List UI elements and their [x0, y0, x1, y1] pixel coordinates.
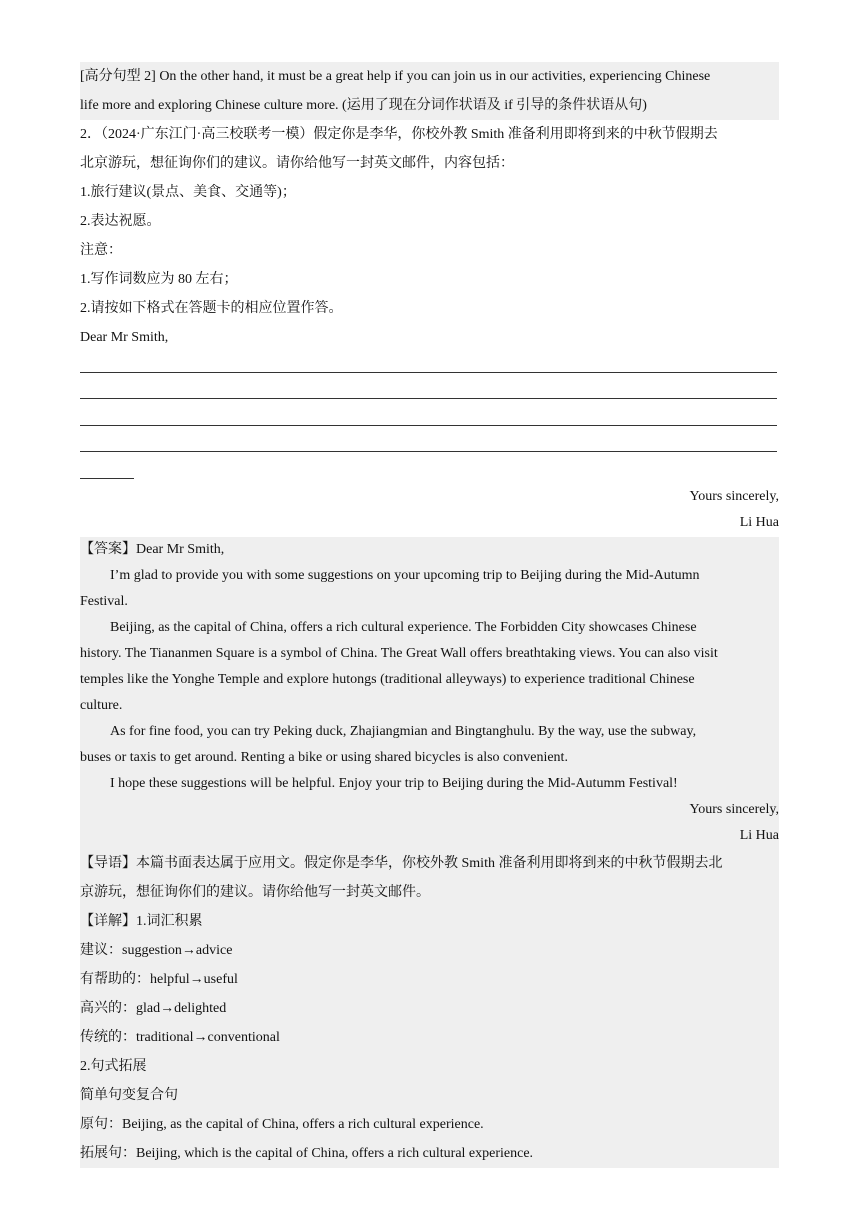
answer-line	[80, 372, 777, 373]
answer-line-text: temples like the Yonghe Temple and explore hutongs (traditional alleyways) to experience traditional Chinese	[80, 672, 695, 687]
analysis-line: 2.句式拓展	[80, 1059, 147, 1074]
answer-line	[80, 425, 777, 426]
signature-name: Li Hua	[739, 515, 779, 530]
question-line: 2.请按如下格式在答题卡的相应位置作答。	[80, 301, 343, 316]
answer-line-text: history. The Tiananmen Square is a symbol of China. The Great Wall offers breathtaking views. You can also visit	[80, 646, 718, 661]
answer-line-text: buses or taxis to get around. Renting a bike or using shared bicycles is also convenient.	[80, 750, 568, 765]
detail-heading: 【详解】1.词汇积累	[80, 914, 203, 929]
answer-line	[80, 451, 777, 452]
analysis-line: 传统的：traditional→conventional	[80, 1030, 280, 1045]
answer-line	[80, 478, 134, 479]
text-line: [高分句型 2] On the other hand, it must be a great help if you can join us in our activities, experiencing Chinese	[80, 69, 711, 84]
sign-off: Yours sincerely,	[689, 489, 779, 504]
answer-line-text: Festival.	[80, 594, 128, 609]
answer-line-text: Beijing, as the capital of China, offers a rich cultural experience. The Forbidden City showcases Chinese	[110, 620, 697, 635]
question-line: 北京游玩，想征询你们的建议。请你给他写一封英文邮件，内容包括：	[80, 156, 514, 171]
salutation: Dear Mr Smith,	[80, 330, 169, 345]
question-block	[80, 120, 779, 352]
question-line: 1.旅行建议(景点、美食、交通等)；	[80, 185, 296, 200]
analysis-line: 建议：suggestion→advice	[80, 943, 233, 958]
answer-heading: 【答案】Dear Mr Smith,	[80, 542, 225, 557]
answer-signature-name: Li Hua	[739, 828, 779, 843]
answer-sign-off: Yours sincerely,	[689, 802, 779, 817]
analysis-line: 拓展句：Beijing, which is the capital of China, offers a rich cultural experience.	[80, 1146, 534, 1161]
question-closing	[80, 484, 779, 536]
answer-line-text: culture.	[80, 698, 123, 713]
high-score-sentence-block	[80, 62, 779, 120]
answer-line-text: I hope these suggestions will be helpful. Enjoy your trip to Beijing during the Mid-Autumm Festival!	[110, 776, 678, 791]
question-line: 1.写作词数应为 80 左右；	[80, 272, 238, 287]
question-line: 2.表达祝愿。	[80, 214, 161, 229]
answer-line-text: As for fine food, you can try Peking duck, Zhajiangmian and Bingtanghulu. By the way, use the subway,	[110, 724, 697, 739]
analysis-line: 有帮助的：helpful→useful	[80, 972, 238, 987]
analysis-line: 原句：Beijing, as the capital of China, offers a rich cultural experience.	[80, 1117, 484, 1132]
analysis-line: 【导语】本篇书面表达属于应用文。假定你是李华，你校外教 Smith 准备利用即将到来的中秋节假期去北	[80, 856, 723, 871]
text-line: life more and exploring Chinese culture more. (运用了现在分词作状语及 if 引导的条件状语从句)	[80, 98, 647, 113]
question-line: 注意：	[80, 243, 122, 258]
answer-line-text: I’m glad to provide you with some suggestions on your upcoming trip to Beijing during the Mid-Autumn	[110, 568, 700, 583]
answer-block	[80, 537, 779, 1168]
question-line: 2．（2024·广东江门·高三校联考一模）假定你是李华，你校外教 Smith 准备利用即将到来的中秋节假期去	[80, 127, 718, 142]
analysis-line: 高兴的：glad→delighted	[80, 1001, 227, 1016]
analysis-line: 京游玩，想征询你们的建议。请你给他写一封英文邮件。	[80, 885, 430, 900]
analysis-line: 简单句变复合句	[80, 1088, 178, 1103]
answer-line	[80, 398, 777, 399]
